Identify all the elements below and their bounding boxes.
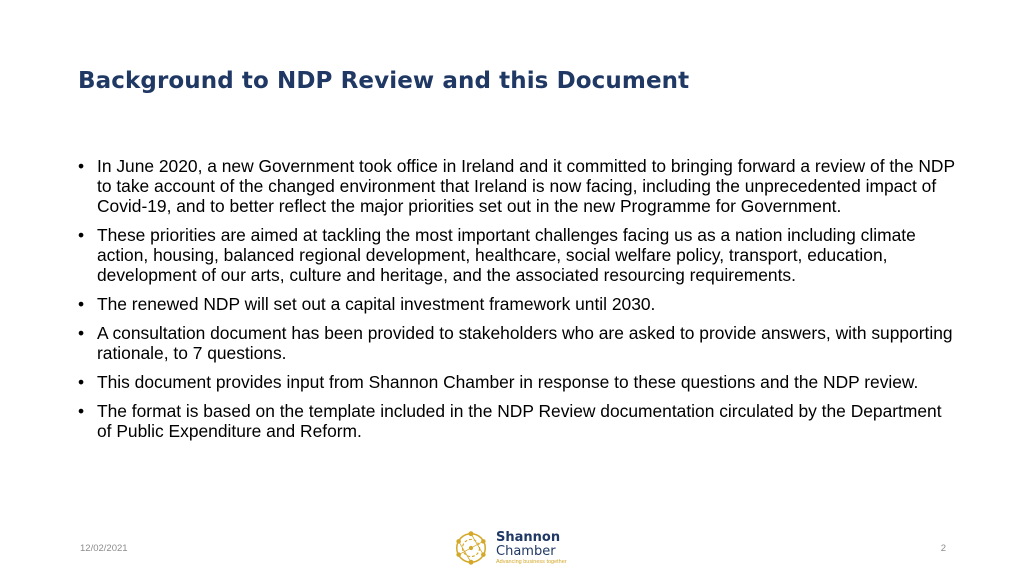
bullet-dot-icon: •	[78, 225, 85, 245]
bullet-text: This document provides input from Shannon Chamber in response to these questions and the NDP review.	[97, 372, 919, 392]
bullet-item	[78, 225, 958, 285]
logo-tagline: Advancing business together	[496, 558, 567, 565]
bullet-item	[78, 156, 958, 216]
bullet-item	[78, 372, 958, 392]
logo-name-line2: Chamber	[496, 543, 556, 559]
bullet-dot-icon: •	[78, 401, 85, 421]
bullet-dot-icon: •	[78, 294, 85, 314]
logo-wordmark	[496, 531, 567, 566]
page-number: 2	[940, 543, 946, 554]
bullet-text: The renewed NDP will set out a capital investment framework until 2030.	[97, 294, 656, 314]
bullet-list	[78, 156, 958, 450]
slide-title: Background to NDP Review and this Document	[78, 68, 690, 94]
bullet-dot-icon: •	[78, 156, 85, 176]
bullet-item	[78, 294, 958, 314]
bullet-text: A consultation document has been provided to stakeholders who are asked to provide answers, with supporting rationale, to 7 questions.	[97, 323, 953, 363]
bullet-item	[78, 323, 958, 363]
shannon-chamber-logo	[452, 527, 567, 569]
logo-name-line1: Shannon	[496, 529, 561, 545]
bullet-dot-icon: •	[78, 323, 85, 343]
bullet-text: The format is based on the template included in the NDP Review documentation circulated by the Department of Public Expenditure and Reform.	[97, 401, 942, 441]
bullet-text: In June 2020, a new Government took office in Ireland and it committed to bringing forward a review of the NDP to take account of the changed environment that Ireland is now facing, including the unprecedented impact of Covid-19, and to better reflect the major priorities set out in the new Programme for Government.	[97, 156, 955, 216]
bullet-item	[78, 401, 958, 441]
chamber-emblem-icon	[452, 529, 490, 567]
bullet-text: These priorities are aimed at tackling the most important challenges facing us as a nation including climate action, housing, balanced regional development, healthcare, social welfare policy, transport, education, development of our arts, culture and heritage, and the associated resourcing requirements.	[97, 225, 916, 285]
bullet-dot-icon: •	[78, 372, 85, 392]
footer-date: 12/02/2021	[80, 543, 128, 554]
